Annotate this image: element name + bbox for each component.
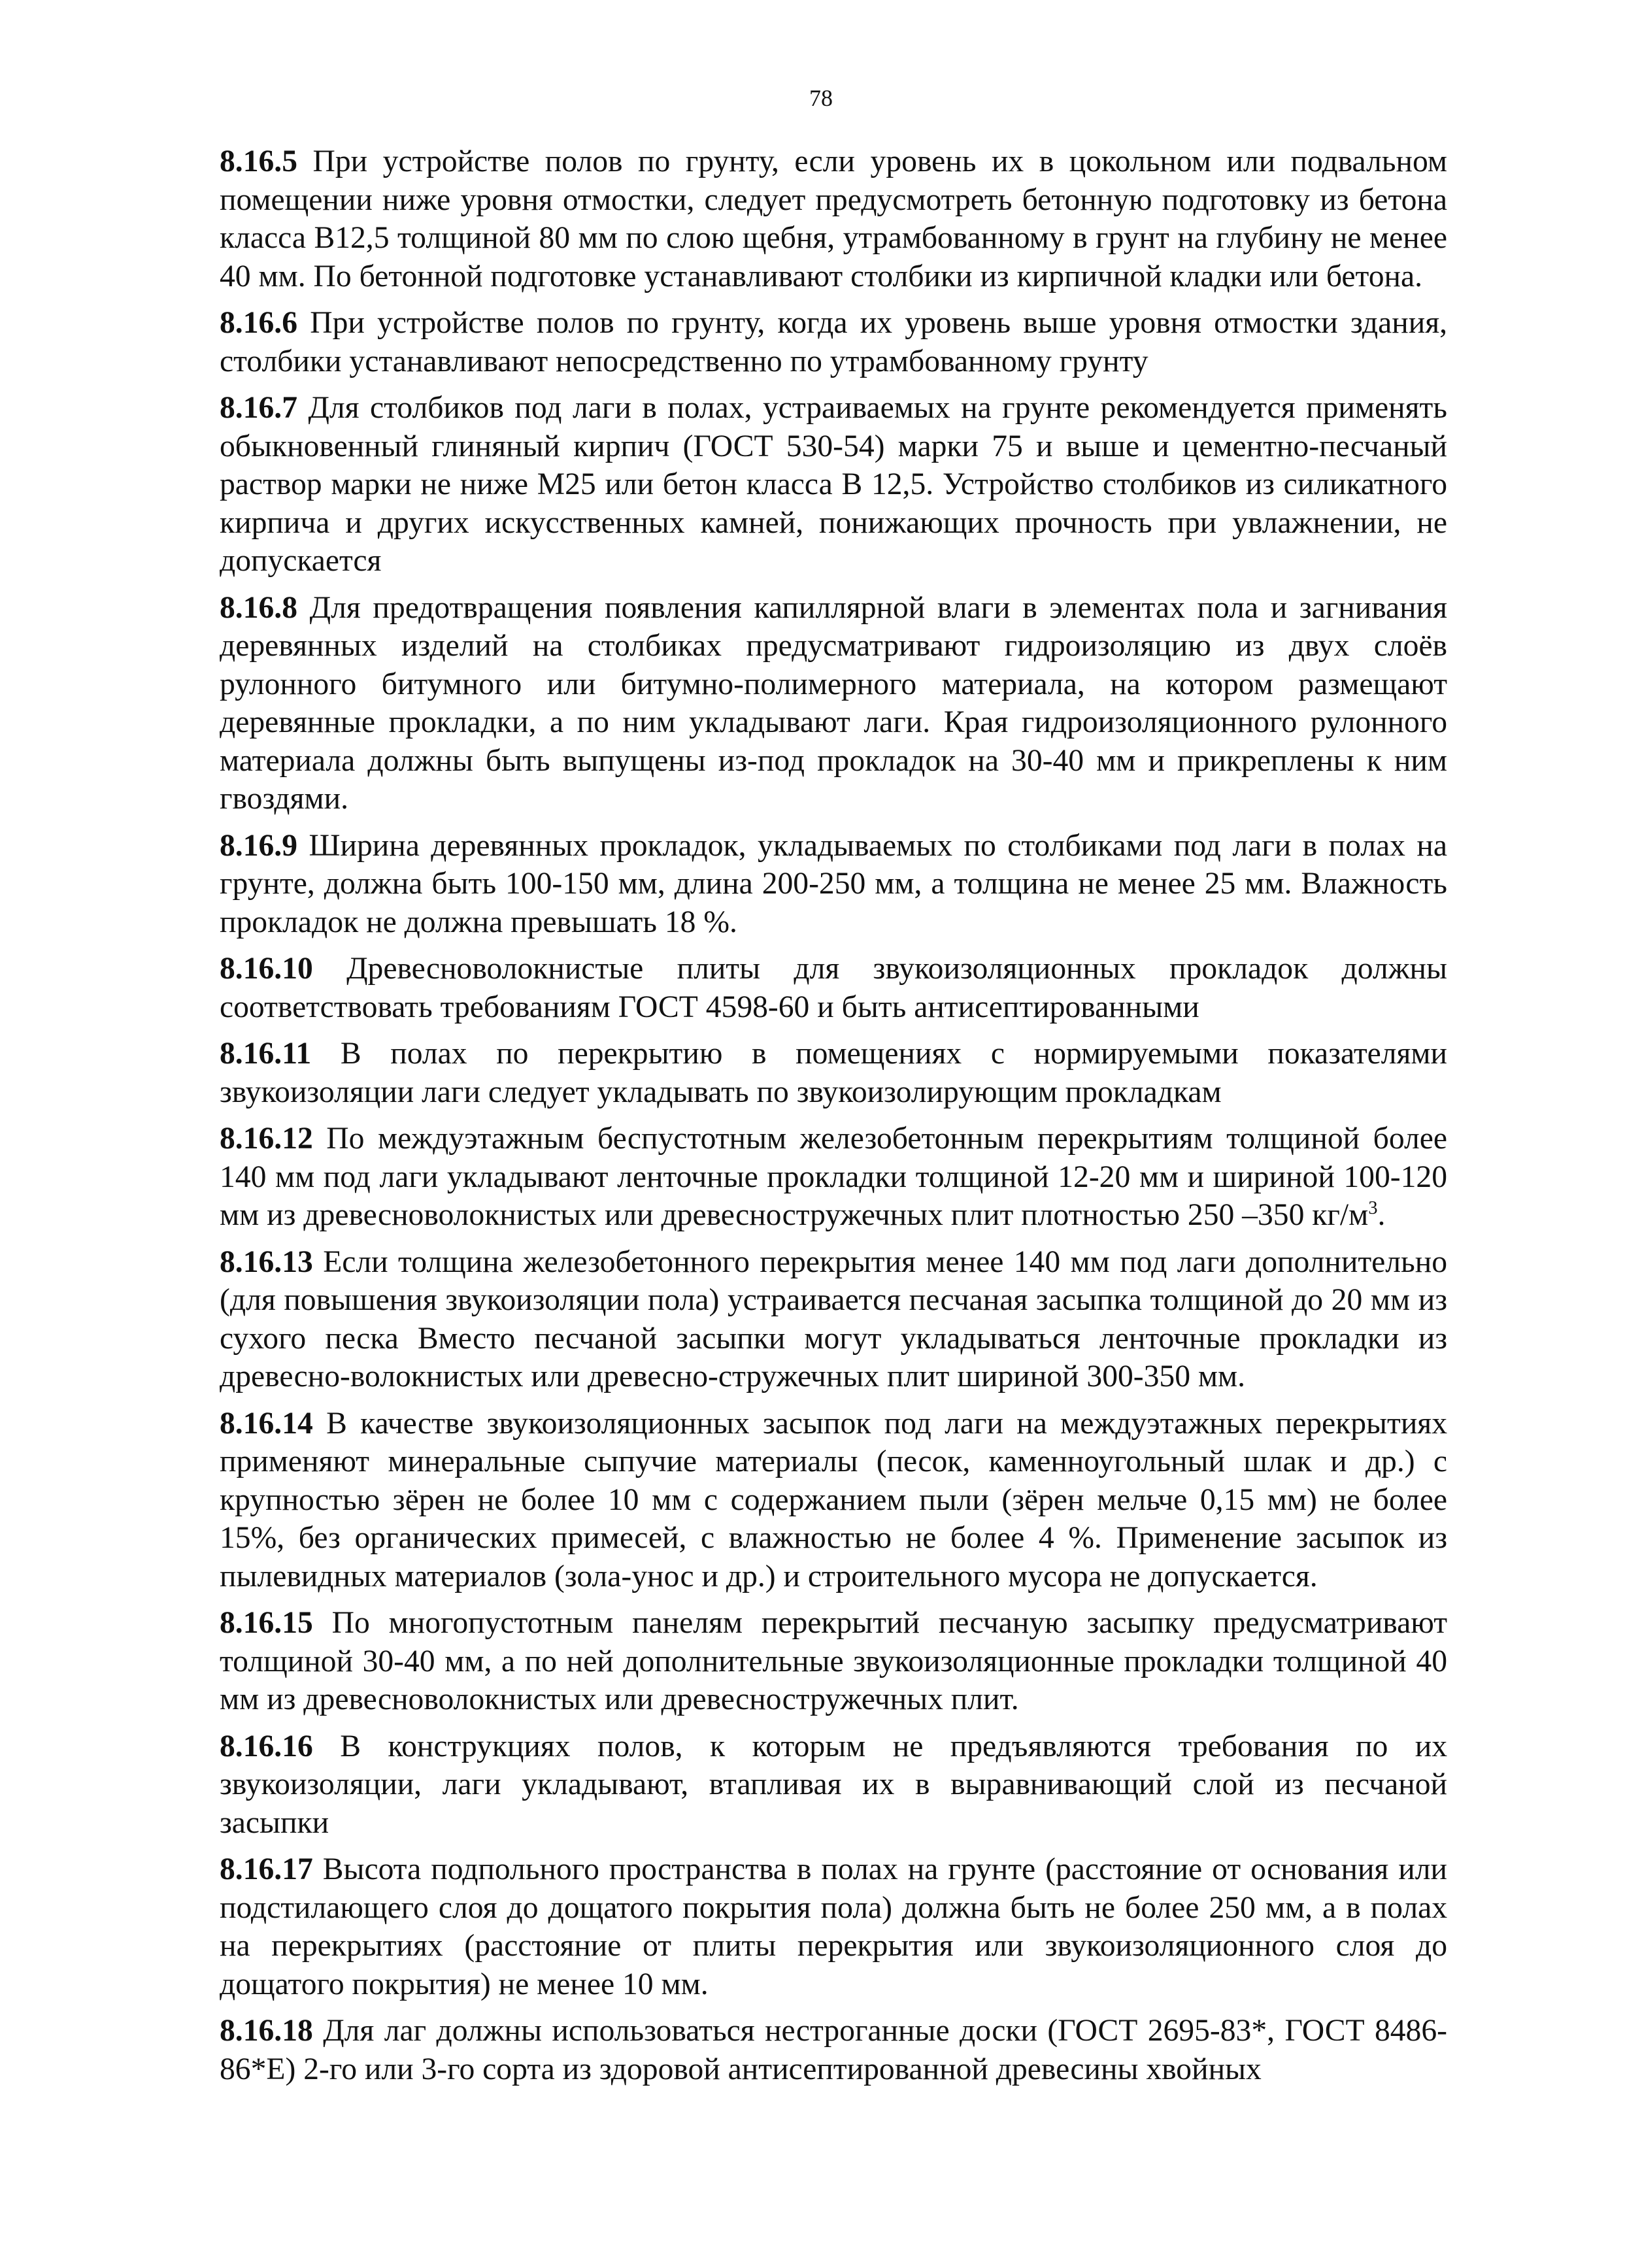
clause-8-16-8 [220,589,1447,818]
clause-8-16-18 [220,2012,1447,2088]
clause-number: 8.16.15 [220,1606,313,1640]
clause-8-16-12 [220,1120,1447,1235]
clause-8-16-14 [220,1405,1447,1596]
clause-text: В конструкциях полов, к которым не предъявляются требования по их звукоизоляции, лаги укладывают, втапливая их в выравнивающий слой из песчаной засыпки [220,1729,1447,1840]
clause-8-16-17 [220,1850,1447,2003]
clause-number: 8.16.14 [220,1406,313,1441]
clause-text: Древесноволокнистые плиты для звукоизоляционных прокладок должны соответствовать требованиям ГОСТ 4598-60 и быть антисептированными [220,952,1447,1024]
clause-8-16-7 [220,389,1447,580]
clause-8-16-10 [220,950,1447,1026]
clause-number: 8.16.17 [220,1852,313,1886]
document-body [220,142,1447,2097]
superscript: 3 [1368,1198,1378,1219]
clause-number: 8.16.8 [220,590,297,625]
clause-text: Для столбиков под лаги в полах, устраиваемых на грунте рекомендуется применять обыкновенный глиняный кирпич (ГОСТ 530-54) марки 75 и выше и цементно-песчаный раствор марки не ниже M25 или бетон класса B 12,5. Устройство столбиков из силикатного кирпича и других искусственных камней, понижающих прочность при увлажнении, не допускается [220,391,1447,578]
clause-number: 8.16.6 [220,306,297,340]
clause-number: 8.16.10 [220,952,313,986]
clause-8-16-15 [220,1604,1447,1719]
clause-8-16-9 [220,827,1447,942]
clause-text: При устройстве полов по грунту, когда их уровень выше уровня отмостки здания, столбики устанавливают непосредственно по утрамбованному грунту [220,306,1447,378]
clause-number: 8.16.16 [220,1729,313,1763]
clause-text: По междуэтажным беспустотным железобетонным перекрытиям толщиной более 140 мм под лаги укладывают ленточные прокладки толщиной 12-20 мм и шириной 100-120 мм из древесноволокнистых или древесностружечных плит плотностью 250 –350 кг/м [220,1122,1447,1232]
clause-8-16-6 [220,304,1447,380]
clause-8-16-5 [220,142,1447,295]
clause-text: В полах по перекрытию в помещениях с нормируемыми показателями звукоизоляции лаги следует укладывать по звукоизолирующим прокладкам [220,1037,1447,1109]
clause-number: 8.16.13 [220,1244,313,1279]
clause-8-16-11 [220,1035,1447,1111]
clause-number: 8.16.11 [220,1037,312,1071]
clause-number: 8.16.9 [220,828,297,863]
page-number: 78 [809,85,833,111]
clause-8-16-16 [220,1727,1447,1843]
clause-text: Для лаг должны использоваться нестроганные доски (ГОСТ 2695-83*, ГОСТ 8486-86*Е) 2-го или 3-го сорта из здоровой антисептированной древесины хвойных [220,2014,1447,2086]
clause-8-16-13 [220,1243,1447,1396]
clause-text: Если толщина железобетонного перекрытия менее 140 мм под лаги дополнительно (для повышения звукоизоляции пола) устраивается песчаная засыпка толщиной до 20 мм из сухого песка Вместо песчаной засыпки могут укладываться ленточные прокладки из древесно-волокнистых или древесно-стружечных плит шириной 300-350 мм. [220,1244,1447,1393]
clause-text: Для предотвращения появления капиллярной влаги в элементах пола и загнивания деревянных изделий на столбиках предусматривают гидроизоляцию из двух слоёв рулонного битумного или битумно-полимерного материала, на котором размещают деревянные прокладки, а по ним укладывают лаги. Края гидроизоляционного рулонного материала должны быть выпущены из-под прокладок на 30-40 мм и прикреплены к ним гвоздями. [220,590,1448,816]
clause-text-tail: . [1377,1198,1386,1232]
clause-text: В качестве звукоизоляционных засыпок под лаги на междуэтажных перекрытиях применяют минеральные сыпучие материалы (песок, каменноугольный шлак и др.) с крупностью зёрен не более 10 мм с содержанием пыли (зёрен мельче 0,15 мм) не более 15%, без органических примесей, с влажностью не более 4 %. Применение засыпок из пылевидных материалов (зола-унос и др.) и строительного мусора не допускается. [220,1406,1447,1593]
clause-number: 8.16.7 [220,391,297,425]
clause-text: Высота подпольного пространства в полах на грунте (расстояние от основания или подстилающего слоя до дощатого покрытия пола) должна быть не более 250 мм, а в полах на перекрытиях (расстояние от плиты перекрытия или звукоизоляционного слоя до дощатого покрытия) не менее 10 мм. [220,1852,1447,2001]
clause-number: 8.16.5 [220,144,297,178]
clause-number: 8.16.12 [220,1122,313,1156]
clause-number: 8.16.18 [220,2014,313,2048]
clause-text: Ширина деревянных прокладок, укладываемых по столбиками под лаги в полах на грунте, должна быть 100-150 мм, длина 200-250 мм, а толщина не менее 25 мм. Влажность прокладок не должна превышать 18 %. [220,828,1447,939]
clause-text: По многопустотным панелям перекрытий песчаную засыпку предусматривают толщиной 30-40 мм, а по ней дополнительные звукоизоляционные прокладки толщиной 40 мм из древесноволокнистых или древесностружечных плит. [220,1606,1448,1716]
clause-text: При устройстве полов по грунту, если уровень их в цокольном или подвальном помещении ниже уровня отмостки, следует предусмотреть бетонную подготовку из бетона класса B12,5 толщиной 80 мм по слою щебня, утрамбованному в грунт на глубину не менее 40 мм. По бетонной подготовке устанавливают столбики из кирпичной кладки или бетона. [220,144,1447,293]
